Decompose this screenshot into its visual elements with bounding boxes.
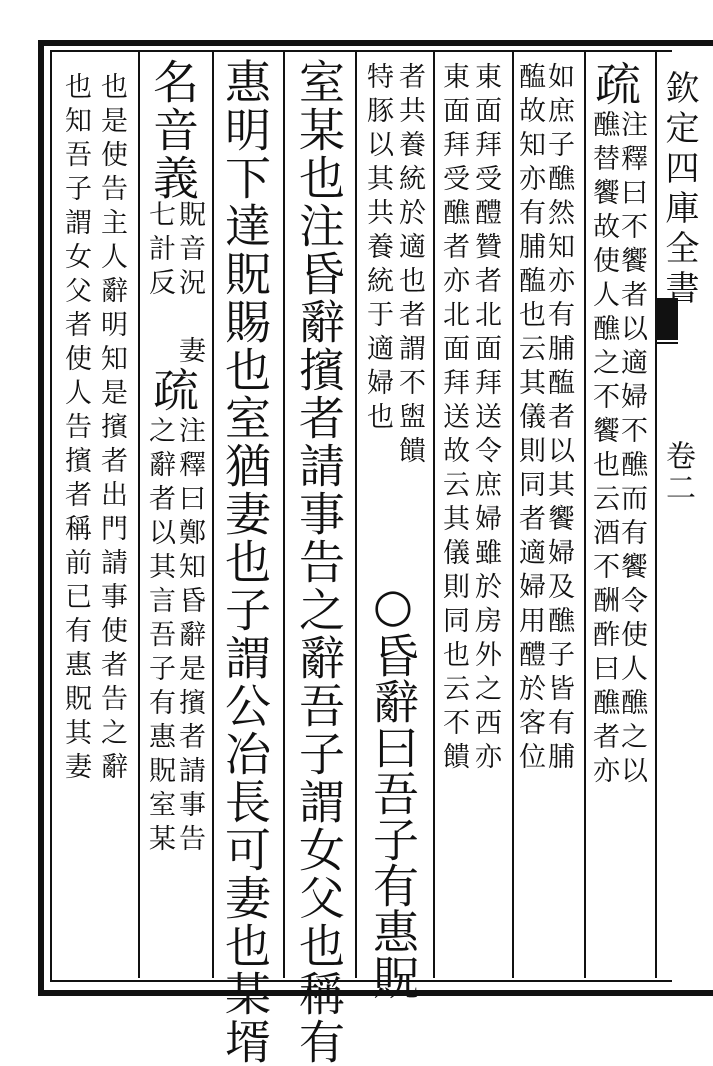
column-rule [355, 52, 357, 978]
column-7-note-a-right: 貺音況 妻 [174, 200, 205, 370]
column-7-mark: 疏 [146, 366, 200, 414]
column-3-note-right: 東面拜受醴贊者北面拜送令庶婦雖於房外之西亦 [470, 62, 501, 776]
column-rule [212, 52, 214, 978]
edge-rule [655, 52, 657, 978]
column-2-note-right: 如庶子醮然知亦有脯醢者以其饗婦及醮子皆有脯 [543, 62, 574, 776]
column-8-note-left: 也知吾子謂女父者使人告擯者稱前已有惠貺其妻 [60, 72, 91, 786]
column-7-heading: 名音義 [146, 58, 200, 202]
column-rule [584, 52, 586, 978]
column-rule [138, 52, 140, 978]
chapter-label: 卷二 [660, 440, 695, 504]
column-7-note-a-left: 七計反 [144, 200, 175, 302]
column-4-note-right: 者共養統於適也者謂不盥饋 [394, 62, 425, 470]
column-4-main-text: ○昏辭曰吾子有惠貺 [366, 578, 420, 1000]
column-3-note-left: 東面拜受醮者亦北面拜送故云其儀則同也云不饋 [438, 62, 469, 776]
column-7-note-b-left: 之辭者以其言吾子有惠貺室某 [144, 416, 175, 858]
column-5-main-text: 室某也注昏辭擯者請事告之辭吾子謂女父也稱有 [292, 58, 346, 1066]
column-8-note-right: 也是使告主人辭明知是擯者出門請事使者告之辭 [96, 72, 127, 786]
column-4-note-left: 特豚以其共養統于適婦也 [362, 62, 393, 436]
column-rule [433, 52, 435, 978]
column-1-mark: 疏 [588, 60, 642, 108]
column-7-note-b-right: 注釋曰鄭知昏辭是擯者請事告 [174, 416, 205, 858]
column-1-note-left: 醮替饗故使人醮之不饗也云酒不酬酢曰醮者亦 [588, 110, 619, 790]
column-1-note-right: 注釋曰不饗者以適婦不醮而有饗令使人醮之以 [616, 110, 647, 790]
column-rule [283, 52, 285, 978]
column-6-main-text: 惠明下達貺賜也室猶妻也子謂公冶長可妻也某壻 [218, 58, 272, 1066]
fishtail-line [656, 342, 678, 344]
book-title: 欽定四庫全書 [659, 70, 699, 310]
column-2-note-left: 醢故知亦有脯醢也云其儀則同者適婦用醴於客位 [514, 62, 545, 776]
